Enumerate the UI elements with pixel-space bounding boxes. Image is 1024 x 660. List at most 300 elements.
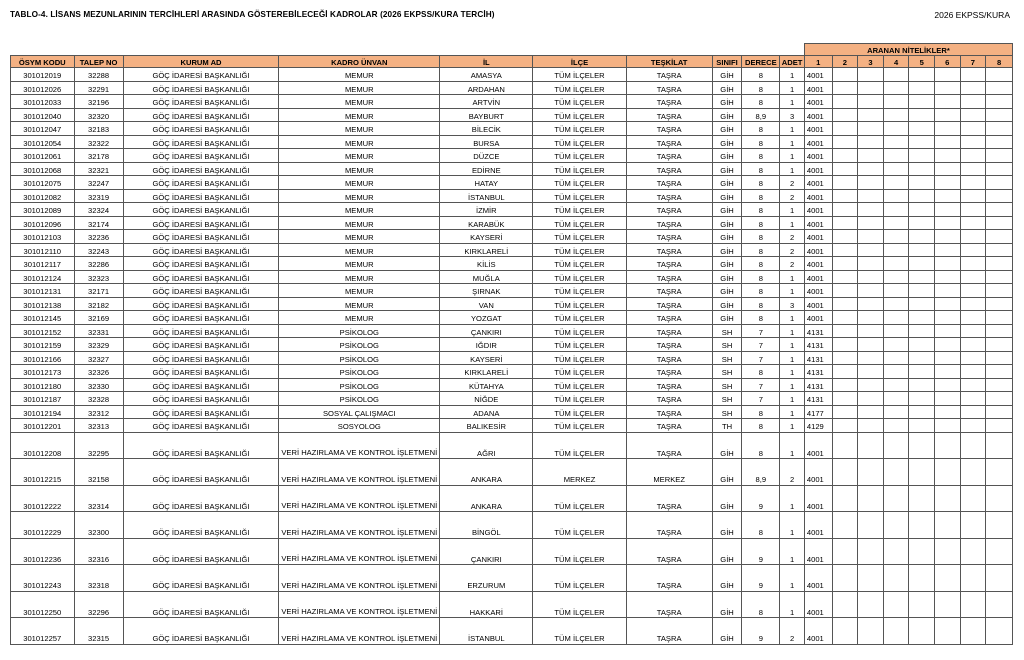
cell-sinifi: GİH <box>712 311 742 325</box>
cell-nitelik-empty <box>986 216 1013 230</box>
cell-osym-kodu: 301012138 <box>11 297 75 311</box>
cell-nitelik-empty <box>986 311 1013 325</box>
cell-nitelik-empty <box>909 405 935 419</box>
cell-ilce: TÜM İLÇELER <box>533 565 626 592</box>
table-row <box>11 324 1013 338</box>
cell-nitelik-empty <box>909 68 935 82</box>
cell-kadro-unvan: PSİKOLOG <box>279 392 440 406</box>
cell-kurum-ad: GÖÇ İDARESİ BAŞKANLIĞI <box>123 538 279 565</box>
cell-adet: 2 <box>780 230 805 244</box>
cell-osym-kodu: 301012152 <box>11 324 75 338</box>
cell-nitelik-empty <box>832 162 858 176</box>
cell-sinifi: GİH <box>712 122 742 136</box>
cell-nitelik-empty <box>986 257 1013 271</box>
cell-talep-no: 32316 <box>74 538 123 565</box>
cell-il: KAYSERİ <box>440 230 533 244</box>
cell-teskilat: TAŞRA <box>626 392 712 406</box>
cell-nitelik-empty <box>832 324 858 338</box>
cell-il: ERZURUM <box>440 565 533 592</box>
table-row <box>11 162 1013 176</box>
cell-nitelik-empty <box>909 338 935 352</box>
cell-ilce: TÜM İLÇELER <box>533 135 626 149</box>
nitelik-group-header: ARANAN NİTELİKLER* <box>804 44 1012 56</box>
cell-adet: 1 <box>780 284 805 298</box>
cell-nitelik-1: 4001 <box>804 565 832 592</box>
cell-il: İSTANBUL <box>440 189 533 203</box>
cell-teskilat: TAŞRA <box>626 419 712 433</box>
table-row <box>11 95 1013 109</box>
cell-adet: 1 <box>780 538 805 565</box>
column-header-kurum-ad: KURUM AD <box>123 56 279 68</box>
cell-nitelik-empty <box>986 338 1013 352</box>
cell-derece: 9 <box>742 565 780 592</box>
cell-nitelik-empty <box>986 108 1013 122</box>
cell-nitelik-empty <box>934 311 960 325</box>
cell-il: NİĞDE <box>440 392 533 406</box>
cell-nitelik-1: 4001 <box>804 122 832 136</box>
cell-osym-kodu: 301012089 <box>11 203 75 217</box>
cell-nitelik-empty <box>986 297 1013 311</box>
table-row <box>11 311 1013 325</box>
cell-nitelik-empty <box>960 419 986 433</box>
cell-adet: 1 <box>780 419 805 433</box>
cell-kadro-unvan: MEMUR <box>279 284 440 298</box>
cell-kadro-unvan: MEMUR <box>279 230 440 244</box>
cell-il: ANKARA <box>440 459 533 486</box>
cell-ilce: MERKEZ <box>533 459 626 486</box>
cell-ilce: TÜM İLÇELER <box>533 311 626 325</box>
cell-teskilat: TAŞRA <box>626 512 712 539</box>
cell-nitelik-empty <box>883 135 909 149</box>
cell-nitelik-empty <box>832 189 858 203</box>
cell-adet: 1 <box>780 324 805 338</box>
cell-teskilat: TAŞRA <box>626 149 712 163</box>
cell-sinifi: SH <box>712 378 742 392</box>
cell-nitelik-empty <box>934 351 960 365</box>
cell-teskilat: TAŞRA <box>626 324 712 338</box>
header-spacer <box>11 44 805 56</box>
cell-nitelik-empty <box>883 338 909 352</box>
cell-nitelik-empty <box>909 203 935 217</box>
cell-il: EDİRNE <box>440 162 533 176</box>
cell-derece: 8 <box>742 405 780 419</box>
cell-nitelik-empty <box>883 297 909 311</box>
cell-kurum-ad: GÖÇ İDARESİ BAŞKANLIĞI <box>123 591 279 618</box>
cell-nitelik-empty <box>960 189 986 203</box>
table-row <box>11 68 1013 82</box>
cell-derece: 9 <box>742 538 780 565</box>
cell-derece: 7 <box>742 338 780 352</box>
cell-ilce: TÜM İLÇELER <box>533 512 626 539</box>
cell-nitelik-empty <box>909 512 935 539</box>
cell-nitelik-empty <box>909 135 935 149</box>
cell-nitelik-empty <box>960 108 986 122</box>
cell-derece: 8 <box>742 311 780 325</box>
cell-nitelik-1: 4001 <box>804 311 832 325</box>
cell-teskilat: TAŞRA <box>626 95 712 109</box>
cell-nitelik-empty <box>858 270 884 284</box>
cell-nitelik-empty <box>883 459 909 486</box>
cell-nitelik-empty <box>960 432 986 459</box>
cell-nitelik-empty <box>858 81 884 95</box>
cell-derece: 7 <box>742 392 780 406</box>
cell-adet: 1 <box>780 591 805 618</box>
cell-sinifi: SH <box>712 392 742 406</box>
cell-osym-kodu: 301012019 <box>11 68 75 82</box>
cell-nitelik-empty <box>858 230 884 244</box>
column-header-nitelik-1: 1 <box>804 56 832 68</box>
cell-nitelik-empty <box>960 378 986 392</box>
cell-nitelik-empty <box>934 149 960 163</box>
cell-nitelik-empty <box>858 365 884 379</box>
cell-nitelik-1: 4001 <box>804 591 832 618</box>
cell-nitelik-empty <box>832 203 858 217</box>
cell-nitelik-1: 4001 <box>804 176 832 190</box>
cell-derece: 8 <box>742 68 780 82</box>
cell-nitelik-1: 4001 <box>804 512 832 539</box>
cell-nitelik-empty <box>960 176 986 190</box>
cell-kurum-ad: GÖÇ İDARESİ BAŞKANLIĞI <box>123 95 279 109</box>
cell-teskilat: TAŞRA <box>626 270 712 284</box>
cell-kurum-ad: GÖÇ İDARESİ BAŞKANLIĞI <box>123 135 279 149</box>
cell-teskilat: TAŞRA <box>626 284 712 298</box>
cell-derece: 8 <box>742 216 780 230</box>
cell-nitelik-empty <box>986 189 1013 203</box>
cell-nitelik-empty <box>832 405 858 419</box>
table-row <box>11 108 1013 122</box>
cell-derece: 8 <box>742 297 780 311</box>
cell-sinifi: GİH <box>712 176 742 190</box>
cell-osym-kodu: 301012250 <box>11 591 75 618</box>
table-row <box>11 618 1013 645</box>
cell-kurum-ad: GÖÇ İDARESİ BAŞKANLIĞI <box>123 324 279 338</box>
cell-teskilat: TAŞRA <box>626 338 712 352</box>
cell-ilce: TÜM İLÇELER <box>533 216 626 230</box>
cell-kadro-unvan: MEMUR <box>279 122 440 136</box>
cell-nitelik-empty <box>960 68 986 82</box>
cell-osym-kodu: 301012215 <box>11 459 75 486</box>
cell-nitelik-empty <box>986 162 1013 176</box>
cell-nitelik-empty <box>934 216 960 230</box>
cell-nitelik-empty <box>832 81 858 95</box>
cell-adet: 1 <box>780 270 805 284</box>
cell-talep-no: 32178 <box>74 149 123 163</box>
cell-nitelik-empty <box>883 230 909 244</box>
cell-sinifi: GİH <box>712 284 742 298</box>
cell-nitelik-1: 4131 <box>804 378 832 392</box>
cell-nitelik-empty <box>934 162 960 176</box>
cell-nitelik-empty <box>883 176 909 190</box>
cell-nitelik-empty <box>986 419 1013 433</box>
cell-sinifi: GİH <box>712 108 742 122</box>
cell-kurum-ad: GÖÇ İDARESİ BAŞKANLIĞI <box>123 230 279 244</box>
cell-nitelik-empty <box>934 81 960 95</box>
cell-nitelik-empty <box>986 351 1013 365</box>
cell-sinifi: GİH <box>712 432 742 459</box>
table-row <box>11 297 1013 311</box>
cell-nitelik-empty <box>986 591 1013 618</box>
cell-nitelik-empty <box>960 311 986 325</box>
cell-nitelik-empty <box>883 432 909 459</box>
cell-nitelik-empty <box>960 351 986 365</box>
cell-nitelik-empty <box>832 270 858 284</box>
cell-nitelik-empty <box>934 459 960 486</box>
cell-nitelik-empty <box>960 270 986 284</box>
cell-talep-no: 32182 <box>74 297 123 311</box>
cell-nitelik-empty <box>960 122 986 136</box>
cell-sinifi: TH <box>712 419 742 433</box>
cell-kurum-ad: GÖÇ İDARESİ BAŞKANLIĞI <box>123 122 279 136</box>
cell-nitelik-1: 4001 <box>804 108 832 122</box>
cell-osym-kodu: 301012054 <box>11 135 75 149</box>
cell-nitelik-empty <box>832 243 858 257</box>
cell-talep-no: 32319 <box>74 189 123 203</box>
cell-derece: 8 <box>742 257 780 271</box>
cell-talep-no: 32291 <box>74 81 123 95</box>
cell-il: ŞIRNAK <box>440 284 533 298</box>
cell-teskilat: TAŞRA <box>626 485 712 512</box>
cell-nitelik-empty <box>909 365 935 379</box>
cell-nitelik-empty <box>883 68 909 82</box>
cell-nitelik-empty <box>986 149 1013 163</box>
cell-adet: 1 <box>780 81 805 95</box>
cell-kadro-unvan: PSİKOLOG <box>279 338 440 352</box>
cell-sinifi: GİH <box>712 538 742 565</box>
cell-sinifi: GİH <box>712 485 742 512</box>
cell-nitelik-empty <box>883 203 909 217</box>
cell-kurum-ad: GÖÇ İDARESİ BAŞKANLIĞI <box>123 459 279 486</box>
cell-kadro-unvan: MEMUR <box>279 95 440 109</box>
cell-sinifi: GİH <box>712 459 742 486</box>
cell-nitelik-empty <box>986 538 1013 565</box>
cell-ilce: TÜM İLÇELER <box>533 81 626 95</box>
cell-nitelik-empty <box>858 538 884 565</box>
table-row <box>11 405 1013 419</box>
cell-teskilat: TAŞRA <box>626 162 712 176</box>
column-header-nitelik-6: 6 <box>934 56 960 68</box>
cell-nitelik-empty <box>832 176 858 190</box>
cell-nitelik-empty <box>960 618 986 645</box>
cell-nitelik-empty <box>883 122 909 136</box>
cell-nitelik-1: 4129 <box>804 419 832 433</box>
cell-derece: 7 <box>742 351 780 365</box>
table-row <box>11 512 1013 539</box>
cell-nitelik-empty <box>858 257 884 271</box>
cell-nitelik-empty <box>909 311 935 325</box>
table-body <box>11 68 1013 645</box>
cell-nitelik-empty <box>934 203 960 217</box>
cell-nitelik-empty <box>934 95 960 109</box>
column-header-nitelik-4: 4 <box>883 56 909 68</box>
cell-nitelik-1: 4001 <box>804 81 832 95</box>
cell-nitelik-empty <box>909 95 935 109</box>
cell-ilce: TÜM İLÇELER <box>533 538 626 565</box>
cell-nitelik-1: 4001 <box>804 135 832 149</box>
cell-nitelik-empty <box>909 618 935 645</box>
cell-nitelik-1: 4001 <box>804 243 832 257</box>
cell-kurum-ad: GÖÇ İDARESİ BAŞKANLIĞI <box>123 338 279 352</box>
cell-kadro-unvan: MEMUR <box>279 216 440 230</box>
cell-nitelik-empty <box>858 338 884 352</box>
table-row <box>11 203 1013 217</box>
cell-nitelik-1: 4001 <box>804 538 832 565</box>
exam-label: 2026 EKPSS/KURA <box>934 10 1010 20</box>
cell-talep-no: 32171 <box>74 284 123 298</box>
cell-teskilat: TAŞRA <box>626 216 712 230</box>
cell-ilce: TÜM İLÇELER <box>533 68 626 82</box>
cell-il: BALIKESİR <box>440 419 533 433</box>
table-row <box>11 419 1013 433</box>
cell-derece: 8 <box>742 284 780 298</box>
cell-ilce: TÜM İLÇELER <box>533 284 626 298</box>
cell-nitelik-empty <box>883 618 909 645</box>
table-row <box>11 135 1013 149</box>
table-row <box>11 122 1013 136</box>
cell-nitelik-empty <box>909 216 935 230</box>
table-row <box>11 189 1013 203</box>
cell-nitelik-empty <box>909 565 935 592</box>
cell-nitelik-empty <box>858 162 884 176</box>
cell-nitelik-empty <box>858 459 884 486</box>
cell-teskilat: TAŞRA <box>626 257 712 271</box>
cell-derece: 8 <box>742 149 780 163</box>
cell-nitelik-empty <box>909 351 935 365</box>
cell-il: MUĞLA <box>440 270 533 284</box>
cell-nitelik-empty <box>986 432 1013 459</box>
cell-il: KIRKLARELİ <box>440 365 533 379</box>
cell-derece: 8 <box>742 176 780 190</box>
cell-sinifi: SH <box>712 351 742 365</box>
table-row <box>11 565 1013 592</box>
cell-nitelik-empty <box>883 378 909 392</box>
cell-nitelik-empty <box>934 189 960 203</box>
cell-nitelik-empty <box>909 257 935 271</box>
cell-talep-no: 32326 <box>74 365 123 379</box>
cell-nitelik-empty <box>858 95 884 109</box>
cell-nitelik-empty <box>986 365 1013 379</box>
cell-osym-kodu: 301012131 <box>11 284 75 298</box>
cell-kadro-unvan: MEMUR <box>279 270 440 284</box>
cell-nitelik-empty <box>909 419 935 433</box>
cell-kadro-unvan: VERİ HAZIRLAMA VE KONTROL İŞLETMENİ <box>279 512 440 539</box>
cell-kadro-unvan: MEMUR <box>279 257 440 271</box>
cell-nitelik-empty <box>986 485 1013 512</box>
cell-nitelik-empty <box>909 538 935 565</box>
cell-derece: 8 <box>742 270 780 284</box>
cell-derece: 8 <box>742 81 780 95</box>
cell-nitelik-1: 4001 <box>804 162 832 176</box>
cell-nitelik-1: 4001 <box>804 618 832 645</box>
cell-il: ADANA <box>440 405 533 419</box>
cell-nitelik-empty <box>934 565 960 592</box>
cell-nitelik-empty <box>909 149 935 163</box>
cell-kadro-unvan: MEMUR <box>279 203 440 217</box>
cell-talep-no: 32295 <box>74 432 123 459</box>
cell-nitelik-empty <box>858 189 884 203</box>
cell-nitelik-empty <box>986 81 1013 95</box>
cell-nitelik-empty <box>883 591 909 618</box>
cell-nitelik-1: 4001 <box>804 257 832 271</box>
cell-nitelik-empty <box>986 512 1013 539</box>
cell-adet: 1 <box>780 149 805 163</box>
cell-osym-kodu: 301012096 <box>11 216 75 230</box>
cell-talep-no: 32321 <box>74 162 123 176</box>
cell-derece: 8 <box>742 230 780 244</box>
cell-talep-no: 32288 <box>74 68 123 82</box>
cell-kadro-unvan: MEMUR <box>279 311 440 325</box>
cell-kurum-ad: GÖÇ İDARESİ BAŞKANLIĞI <box>123 405 279 419</box>
cell-nitelik-empty <box>858 135 884 149</box>
cell-teskilat: TAŞRA <box>626 538 712 565</box>
cell-nitelik-empty <box>883 189 909 203</box>
cell-osym-kodu: 301012117 <box>11 257 75 271</box>
cell-ilce: TÜM İLÇELER <box>533 176 626 190</box>
cell-kurum-ad: GÖÇ İDARESİ BAŞKANLIĞI <box>123 284 279 298</box>
cell-nitelik-empty <box>832 311 858 325</box>
table-row <box>11 432 1013 459</box>
cell-nitelik-empty <box>858 485 884 512</box>
cell-ilce: TÜM İLÇELER <box>533 122 626 136</box>
cell-nitelik-1: 4001 <box>804 216 832 230</box>
cell-ilce: TÜM İLÇELER <box>533 419 626 433</box>
cell-nitelik-empty <box>960 538 986 565</box>
cell-adet: 1 <box>780 432 805 459</box>
cell-nitelik-empty <box>909 176 935 190</box>
cell-il: IĞDIR <box>440 338 533 352</box>
cell-derece: 9 <box>742 485 780 512</box>
cell-nitelik-empty <box>909 122 935 136</box>
cell-osym-kodu: 301012201 <box>11 419 75 433</box>
cell-nitelik-empty <box>858 216 884 230</box>
cell-kadro-unvan: VERİ HAZIRLAMA VE KONTROL İŞLETMENİ <box>279 432 440 459</box>
cell-adet: 3 <box>780 297 805 311</box>
cell-nitelik-empty <box>832 68 858 82</box>
cell-nitelik-empty <box>909 270 935 284</box>
table-row <box>11 176 1013 190</box>
positions-table <box>10 43 1013 645</box>
cell-nitelik-empty <box>858 512 884 539</box>
cell-nitelik-empty <box>832 351 858 365</box>
cell-adet: 1 <box>780 68 805 82</box>
cell-nitelik-empty <box>960 95 986 109</box>
cell-il: BAYBURT <box>440 108 533 122</box>
cell-kurum-ad: GÖÇ İDARESİ BAŞKANLIĞI <box>123 68 279 82</box>
cell-adet: 1 <box>780 122 805 136</box>
cell-kurum-ad: GÖÇ İDARESİ BAŞKANLIĞI <box>123 297 279 311</box>
cell-kurum-ad: GÖÇ İDARESİ BAŞKANLIĞI <box>123 203 279 217</box>
cell-il: BİLECİK <box>440 122 533 136</box>
table-row <box>11 378 1013 392</box>
cell-nitelik-empty <box>858 419 884 433</box>
table-row <box>11 485 1013 512</box>
cell-nitelik-empty <box>832 297 858 311</box>
cell-kadro-unvan: PSİKOLOG <box>279 365 440 379</box>
cell-osym-kodu: 301012075 <box>11 176 75 190</box>
cell-teskilat: TAŞRA <box>626 243 712 257</box>
cell-il: AMASYA <box>440 68 533 82</box>
cell-talep-no: 32312 <box>74 405 123 419</box>
cell-il: KIRKLARELİ <box>440 243 533 257</box>
cell-derece: 8,9 <box>742 108 780 122</box>
cell-adet: 1 <box>780 216 805 230</box>
table-row <box>11 284 1013 298</box>
column-header-kadro-unvan: KADRO ÜNVAN <box>279 56 440 68</box>
cell-nitelik-1: 4001 <box>804 68 832 82</box>
cell-adet: 2 <box>780 618 805 645</box>
cell-nitelik-empty <box>832 284 858 298</box>
cell-sinifi: GİH <box>712 512 742 539</box>
cell-nitelik-empty <box>934 284 960 298</box>
